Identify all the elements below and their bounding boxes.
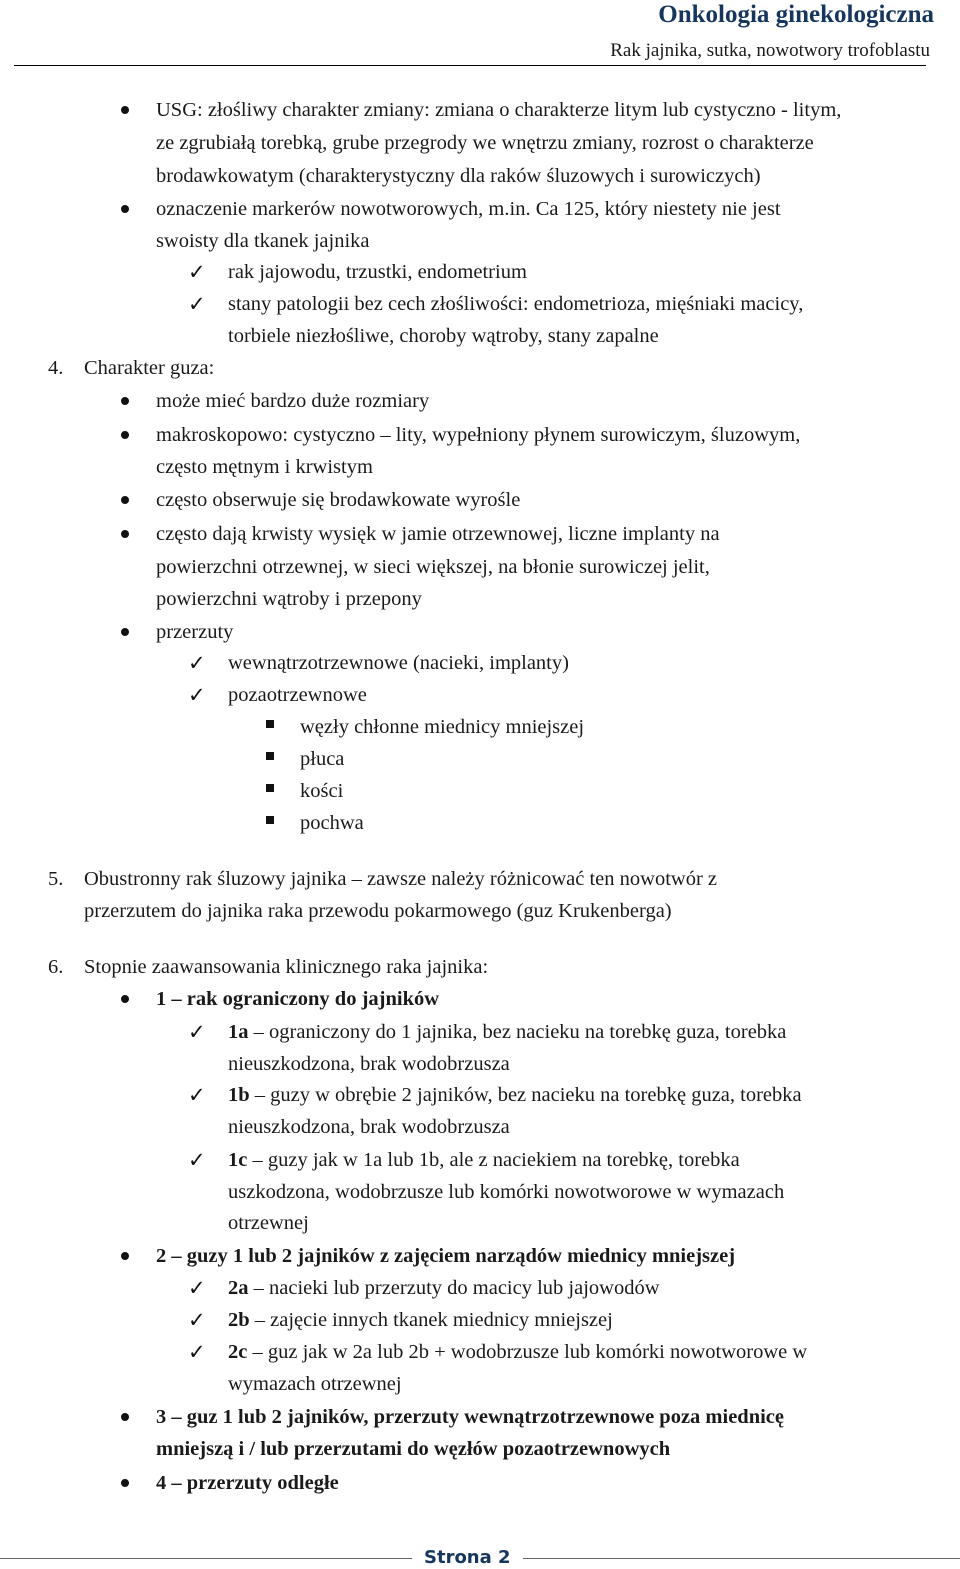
text-line: Obustronny rak śluzowy jajnika – zawsze należy różnicować ten nowotwór z: [84, 868, 718, 890]
checkmark-icon: ✓: [188, 1276, 206, 1300]
text-line: może mieć bardzo duże rozmiary: [156, 390, 430, 412]
text-line: rak jajowodu, trzustki, endometrium: [228, 261, 527, 283]
stage-code: 2a: [228, 1277, 249, 1299]
text-line: często obserwuje się brodawkowate wyrośle: [156, 489, 521, 511]
text-line: torbiele niezłośliwe, choroby wątroby, stany zapalne: [228, 325, 659, 347]
stage-heading: 1 – rak ograniczony do jajników: [156, 988, 440, 1010]
stage-description: – ograniczony do 1 jajnika, bez nacieku na torebkę guza, torebka: [248, 1021, 787, 1043]
bullet-icon: [121, 431, 129, 439]
stage-description: – guz jak w 2a lub 2b + wodobrzusze lub komórki nowotworowe w: [247, 1341, 808, 1363]
section-title: Stopnie zaawansowania klinicznego raka jajnika:: [84, 956, 489, 978]
text-line: uszkodzona, wodobrzusze lub komórki nowotworowe w wymazach: [228, 1181, 785, 1203]
header-divider: [14, 65, 926, 66]
text-line: nieuszkodzona, brak wodobrzusza: [228, 1053, 510, 1075]
text-line: przerzutem do jajnika raka przewodu pokarmowego (guz Krukenberga): [84, 900, 672, 922]
bullet-icon: [121, 995, 129, 1003]
text-line: USG: złośliwy charakter zmiany: zmiana o charakterze litym lub cystyczno - litym,: [156, 99, 842, 121]
square-bullet-icon: [266, 720, 274, 728]
stage-description: – guzy w obrębie 2 jajników, bez nacieku na torebkę guza, torebka: [249, 1084, 802, 1106]
text-line: pozaotrzewnowe: [228, 684, 367, 706]
square-bullet-icon: [266, 816, 274, 824]
stage-code: 1a: [228, 1021, 249, 1043]
text-line: pochwa: [300, 812, 364, 834]
text-line: otrzewnej: [228, 1212, 309, 1234]
stage-code: 2b: [228, 1309, 250, 1331]
square-bullet-icon: [266, 784, 274, 792]
text-line: kości: [300, 780, 344, 802]
page-header: [0, 0, 960, 66]
checkmark-icon: ✓: [188, 292, 206, 316]
document-subtitle: Rak jajnika, sutka, nowotwory trofoblastu: [610, 40, 930, 61]
checkmark-icon: ✓: [188, 1148, 206, 1172]
text-line: powierzchni wątroby i przepony: [156, 588, 422, 610]
bullet-icon: [121, 496, 129, 504]
text-line: przerzuty: [156, 621, 234, 643]
page-footer: [0, 1530, 960, 1568]
text-line: makroskopowo: cystyczno – lity, wypełniony płynem surowiczym, śluzowym,: [156, 424, 801, 446]
text-line: płuca: [300, 748, 345, 770]
text-line: wymazach otrzewnej: [228, 1373, 402, 1395]
text-line: często dają krwisty wysięk w jamie otrzewnowej, liczne implanty na: [156, 523, 720, 545]
stage-description: – nacieki lub przerzuty do macicy lub jajowodów: [248, 1277, 660, 1299]
bullet-icon: [121, 628, 129, 636]
square-bullet-icon: [266, 752, 274, 760]
text-line: swoisty dla tkanek jajnika: [156, 230, 370, 252]
bullet-icon: [121, 397, 129, 405]
text-line: wewnątrzotrzewnowe (nacieki, implanty): [228, 652, 569, 674]
checkmark-icon: ✓: [188, 1020, 206, 1044]
stage-description: – zajęcie innych tkanek miednicy mniejszej: [249, 1309, 613, 1331]
checkmark-icon: ✓: [188, 1083, 206, 1107]
section-number: 5.: [48, 868, 64, 890]
checkmark-icon: ✓: [188, 1340, 206, 1364]
text-line: [228, 1308, 613, 1332]
checkmark-icon: ✓: [188, 260, 206, 284]
text-line: [228, 1148, 740, 1172]
bullet-icon: [121, 205, 129, 213]
text-line: stany patologii bez cech złośliwości: endometrioza, mięśniaki macicy,: [228, 293, 804, 315]
text-line: brodawkowatym (charakterystyczny dla raków śluzowych i surowiczych): [156, 165, 761, 187]
bullet-icon: [121, 1479, 129, 1487]
section-number: 4.: [48, 357, 64, 379]
stage-heading: 4 – przerzuty odległe: [156, 1472, 339, 1494]
stage-heading-continued: mniejszą i / lub przerzutami do węzłów pozaotrzewnowych: [156, 1438, 671, 1460]
checkmark-icon: ✓: [188, 683, 206, 707]
stage-code: 2c: [228, 1341, 248, 1363]
text-line: [228, 1340, 807, 1364]
section-number: 6.: [48, 956, 64, 978]
text-line: oznaczenie markerów nowotworowych, m.in. Ca 125, który niestety nie jest: [156, 198, 781, 220]
page-number: Strona 2: [412, 1547, 523, 1569]
bullet-icon: [121, 1413, 129, 1421]
text-line: nieuszkodzona, brak wodobrzusza: [228, 1116, 510, 1138]
bullet-icon: [121, 530, 129, 538]
checkmark-icon: ✓: [188, 1308, 206, 1332]
text-line: ze zgrubiałą torebką, grube przegrody we wnętrzu zmiany, rozrost o charakterze: [156, 132, 814, 154]
bullet-icon: [121, 1252, 129, 1260]
text-line: powierzchni otrzewnej, w sieci większej, na błonie surowiczej jelit,: [156, 556, 710, 578]
text-line: często mętnym i krwistym: [156, 456, 373, 478]
stage-description: – guzy jak w 1a lub 1b, ale z naciekiem na torebkę, torebka: [247, 1149, 740, 1171]
stage-heading: 3 – guz 1 lub 2 jajników, przerzuty wewnątrzotrzewnowe poza miednicę: [156, 1406, 785, 1428]
text-line: węzły chłonne miednicy mniejszej: [300, 716, 585, 738]
stage-code: 1c: [228, 1149, 248, 1171]
document-title: Onkologia ginekologiczna: [658, 1, 934, 28]
stage-heading: 2 – guzy 1 lub 2 jajników z zajęciem narządów miednicy mniejszej: [156, 1245, 736, 1267]
text-line: [228, 1083, 802, 1107]
bullet-icon: [121, 106, 129, 114]
text-line: [228, 1020, 786, 1044]
stage-code: 1b: [228, 1084, 250, 1106]
section-title: Charakter guza:: [84, 357, 215, 379]
checkmark-icon: ✓: [188, 651, 206, 675]
text-line: [228, 1276, 660, 1300]
